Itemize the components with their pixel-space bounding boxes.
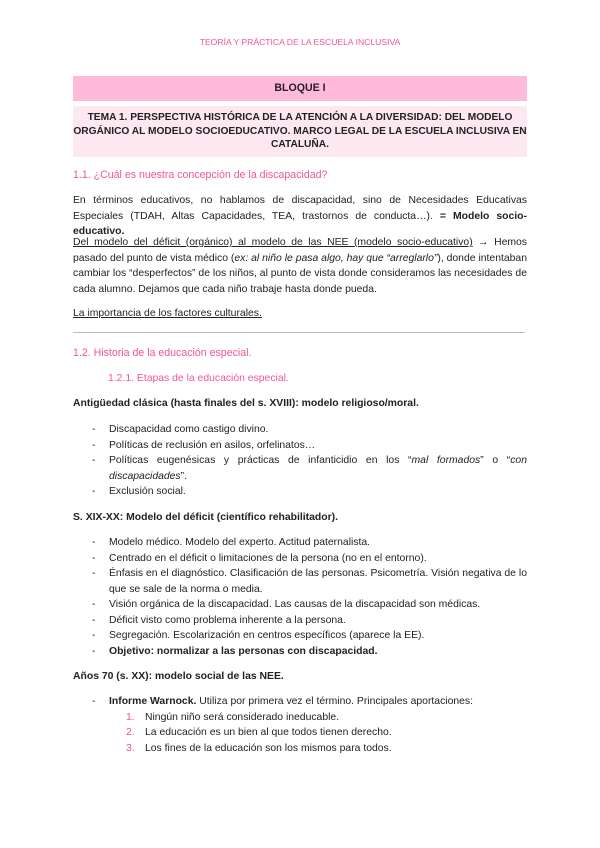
text: Déficit visto como problema inherente a la persona. — [109, 614, 346, 626]
dash: - — [92, 455, 96, 466]
list-item — [73, 535, 527, 551]
block-title: BLOQUE I — [73, 76, 527, 101]
dash: - — [92, 537, 96, 548]
bold-text: Objetivo: normalizar a las personas con discapacidad. — [109, 645, 378, 657]
text: Énfasis en el diagnóstico. Clasificación de las personas. Psicometría. Visión negativa de lo que se sale de la norma o media. — [109, 568, 527, 595]
stage-title-antiguedad: Antigüedad clásica (hasta finales del s. XVIII): modelo religioso/moral. — [73, 398, 419, 409]
text: ), donde intentaban cambiar los “desperfectos” de los niños, al punto de vista donde consideramos las necesidades de cada alumno. Dejamos que cada niño trabaje hasta donde pueda. — [73, 252, 527, 295]
text: Segregación. Escolarización en centros específicos (aparece la EE). — [109, 630, 425, 641]
paragraph-model-shift — [73, 235, 527, 297]
paragraph-nee — [73, 193, 527, 240]
numbered-item — [109, 741, 527, 757]
list-deficit — [73, 535, 527, 659]
list-item — [73, 644, 527, 660]
topic-title: TEMA 1. PERSPECTIVA HISTÓRICA DE LA ATENCIÓN A LA DIVERSIDAD: DEL MODELO ORGÁNICO AL MODELO SOCIOEDUCATIVO. MARCO LEGAL DE LA ESCUELA INCLUSIVA EN CATALUÑA. — [73, 106, 527, 157]
list-item — [73, 628, 527, 644]
numbered-item — [109, 725, 527, 741]
dash: - — [92, 645, 96, 657]
list-item — [73, 551, 527, 567]
list-item — [73, 422, 527, 438]
numbered-list — [109, 710, 527, 757]
stage-title-deficit: S. XIX-XX: Modelo del déficit (científico rehabilitador). — [73, 512, 338, 523]
stage-title-social: Años 70 (s. XX): modelo social de las NEE. — [73, 671, 284, 682]
text: Ningún niño será considerado ineducable. — [145, 711, 340, 723]
underlined-text: La importancia de los factores culturales. — [73, 308, 262, 319]
list-antiguedad — [73, 422, 527, 500]
list-item — [73, 484, 527, 500]
subsection-heading-1-2-1: 1.2.1. Etapas de la educación especial. — [108, 373, 289, 384]
text: Políticas eugenésicas y prácticas de infanticidio en los “ — [109, 455, 412, 466]
list-item — [73, 453, 527, 484]
dash: - — [92, 439, 96, 451]
text: Utiliza por primera vez el término. Principales aportaciones: — [196, 696, 473, 707]
divider — [73, 332, 525, 333]
dash: - — [92, 552, 96, 564]
list-item — [73, 566, 527, 597]
bold-text: = Modelo socio-educativo. — [73, 210, 527, 238]
paragraph-cultural-factors — [73, 306, 527, 322]
list-social — [73, 694, 527, 756]
text: ”. — [180, 470, 187, 482]
text: En términos educativos, no hablamos de discapacidad, sino de Necesidades Educativas Especiales (TDAH, Altas Capacidades, TEA, trastornos de conducta…). — [73, 195, 527, 222]
text: Exclusión social. — [109, 486, 186, 497]
list-item — [73, 694, 527, 756]
dash: - — [92, 486, 96, 497]
text: → Hemos pasado del punto de vista médico ( — [73, 237, 528, 264]
section-heading-1-2: 1.2. Historia de la educación especial. — [73, 347, 252, 359]
text: ” o “ — [480, 455, 511, 466]
italic-text: ex: al niño le pasa algo, hay que “arreglarlo” — [234, 252, 438, 264]
text: Los fines de la educación son los mismos para todos. — [145, 742, 392, 754]
dash: - — [92, 424, 96, 435]
text: La educación es un bien al que todos tienen derecho. — [145, 727, 392, 738]
dash: - — [92, 696, 96, 707]
text: Visión orgánica de la discapacidad. Las causas de la discapacidad son médicas. — [109, 599, 481, 610]
list-item — [73, 438, 527, 454]
number: 2. — [126, 727, 135, 738]
text: Modelo médico. Modelo del experto. Actitud paternalista. — [109, 537, 371, 548]
text: Discapacidad como castigo divino. — [109, 424, 269, 435]
number: 3. — [126, 742, 135, 754]
italic-text: mal formados — [411, 455, 481, 466]
section-heading-1-1: 1.1. ¿Cuál es nuestra concepción de la discapacidad? — [73, 169, 328, 181]
running-header: TEORÍA Y PRÁCTICA DE LA ESCUELA INCLUSIVA — [199, 37, 401, 47]
numbered-item — [109, 710, 527, 726]
number: 1. — [126, 711, 135, 723]
underlined-text: Del modelo del déficit (orgánico) al modelo de las NEE (modelo socio-educativo) — [73, 237, 473, 248]
text: Centrado en el déficit o limitaciones de la persona (no en el entorno). — [109, 552, 427, 564]
italic-text: con discapacidades — [109, 455, 527, 482]
bold-text: Informe Warnock. — [109, 696, 197, 707]
list-item — [73, 613, 527, 629]
text: Políticas de reclusión en asilos, orfelinatos… — [109, 439, 316, 451]
dash: - — [92, 568, 96, 579]
list-item — [73, 597, 527, 613]
dash: - — [92, 599, 96, 610]
dash: - — [92, 614, 96, 626]
dash: - — [92, 630, 96, 641]
